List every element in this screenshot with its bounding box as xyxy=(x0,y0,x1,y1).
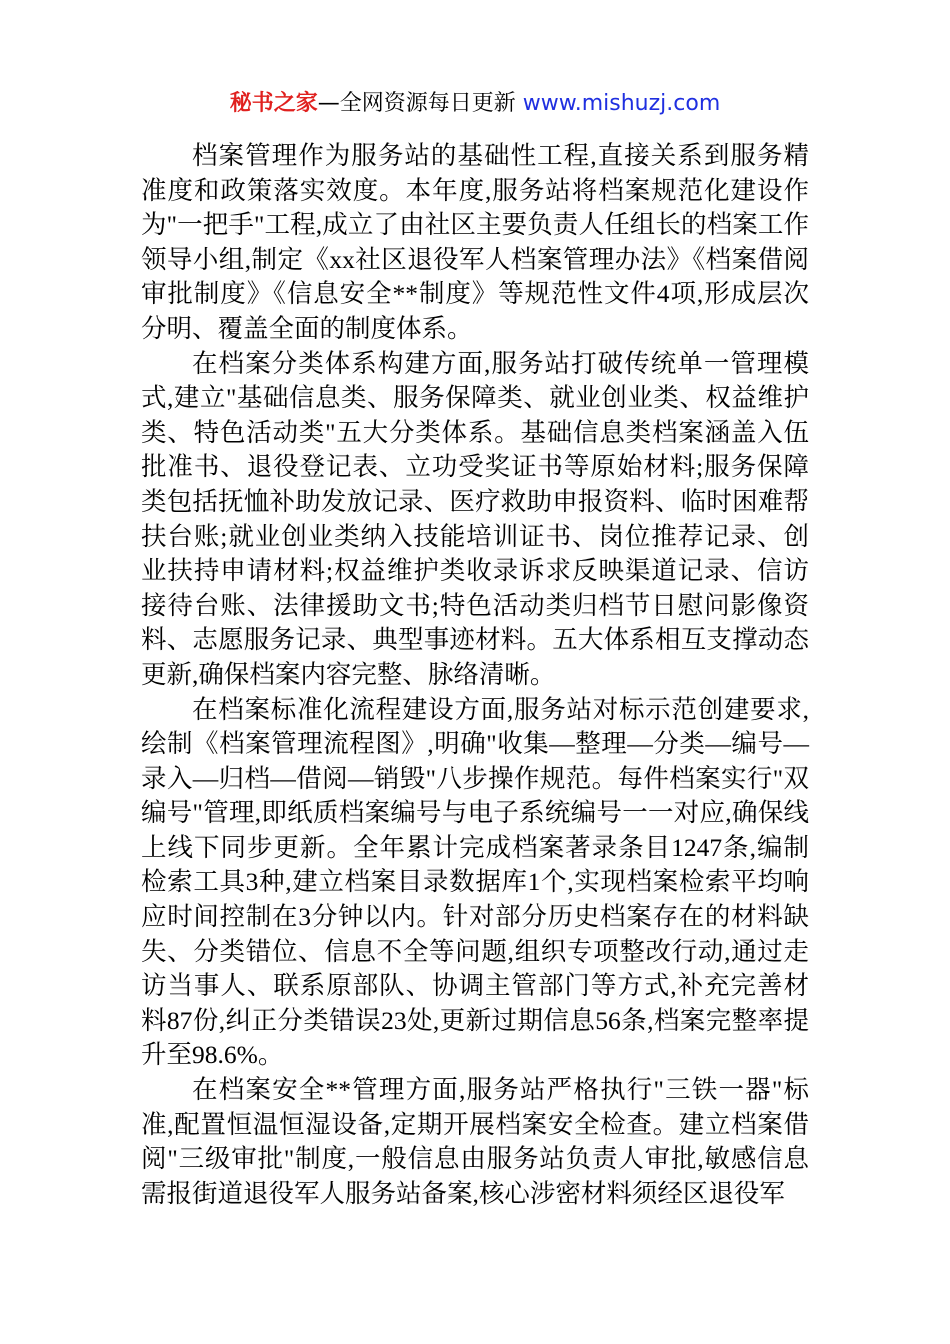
paragraph-archive-foundation: 档案管理作为服务站的基础性工程,直接关系到服务精准度和政策落实效度。本年度,服务站将档案规范化建设作为"一把手"工程,成立了由社区主要负责人任组长的档案工作领导小组,制定《xx社区退役军人档案管理办法》《档案借阅审批制度》《信息安全**制度》等规范性文件4项,形成层次分明、覆盖全面的制度体系。 xyxy=(141,141,809,343)
site-tagline: —全网资源每日更新 xyxy=(317,91,516,116)
site-url-link[interactable]: www.mishuzj.com xyxy=(522,91,721,116)
paragraph-standardized-process: 在档案标准化流程建设方面,服务站对标示范创建要求,绘制《档案管理流程图》,明确"收集—整理—分类—编号—录入—归档—借阅—销毁"八步操作规范。每件档案实行"双编号"管理,即纸质档案编号与电子系统编号一一对应,确保线上线下同步更新。全年累计完成档案著录条目1247条,编制检索工具3种,建立档案目录数据库1个,实现档案检索平均响应时间控制在3分钟以内。针对部分历史档案存在的材料缺失、分类错位、信息不全等问题,组织专项整改行动,通过走访当事人、联系原部队、协调主管部门等方式,补充完善材料87份,纠正分类错误23处,更新过期信息56条,档案完整率提升至98.6%。 xyxy=(141,694,809,1070)
site-header xyxy=(0,88,950,120)
paragraph-archive-security: 在档案安全**管理方面,服务站严格执行"三铁一器"标准,配置恒温恒湿设备,定期开展档案安全检查。建立档案借阅"三级审批"制度,一般信息由服务站负责人审批,敏感信息需报街道退役军人服务站备案,核心涉密材料须经区退役军 xyxy=(141,1075,809,1208)
document-body xyxy=(141,139,809,1211)
paragraph-classification-system: 在档案分类体系构建方面,服务站打破传统单一管理模式,建立"基础信息类、服务保障类、就业创业类、权益维护类、特色活动类"五大分类体系。基础信息类档案涵盖入伍批准书、退役登记表、立功受奖证书等原始材料;服务保障类包括抚恤补助发放记录、医疗救助申报资料、临时困难帮扶台账;就业创业类纳入技能培训证书、岗位推荐记录、创业扶持申请材料;权益维护类收录诉求反映渠道记录、信访接待台账、法律援助文书;特色活动类归档节日慰问影像资料、志愿服务记录、典型事迹材料。五大体系相互支撑动态更新,确保档案内容完整、脉络清晰。 xyxy=(141,348,809,689)
site-brand: 秘书之家 xyxy=(229,91,318,116)
